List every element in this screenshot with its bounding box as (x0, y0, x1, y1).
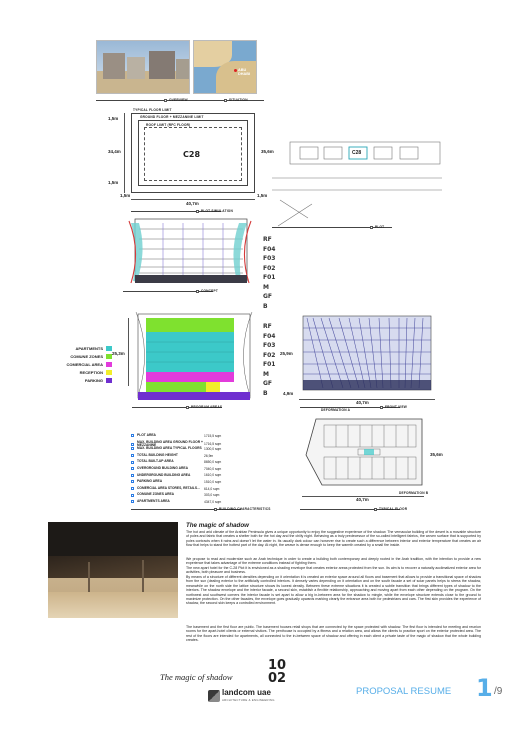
dim-front-width: 40,7m (356, 400, 369, 405)
plot-caption: PLOT (370, 225, 384, 229)
characteristic-value: 7040,0 sqm (204, 466, 222, 471)
floor-label: GF (263, 380, 273, 387)
context-plot-code: C28 (352, 150, 362, 156)
bullet-icon (131, 500, 134, 503)
characteristic-label: PLOT AREA (137, 433, 156, 437)
building-characteristics-caption: BUILDING CHARACTERISTICS (214, 507, 271, 511)
characteristic-label: MAX. BUILDING AREA TYPICAL FLOORS (137, 446, 202, 451)
article-paragraph-1: The hot and arid climate of the Arabian Peninsula gives a unique opportunity to enjoy the suggestive experience of the shadow. The vernacular building of the desert is a movable structure of poles and fabric that creates a shelter both for the hot day and the chilly night. Behaving as a truly predecessor of the so-called intelligent fabrics, the woven surface that is supported by poles contracts when it rains and doesn't let the water in. Its usually dark colour can however rise to create such a difference between interior and exterior temperature that creates an air flow that helps to stand the hottest part of the day. At night, the weave is dense enough to keep the warmth created by a small fire inside. (186, 530, 481, 548)
characteristic-value: 303,0 sqm (204, 493, 220, 498)
page-number: 1 (476, 674, 493, 702)
characteristic-row (131, 480, 281, 483)
bullet-icon (131, 454, 134, 457)
floor-label: F01 (263, 361, 276, 368)
characteristic-row (131, 500, 281, 503)
brand-logo-mark (208, 690, 220, 702)
bullet-icon (131, 487, 134, 490)
situation-caption: SITUATION (224, 98, 248, 102)
floor-label: M (263, 283, 269, 291)
characteristic-row (131, 447, 281, 450)
characteristic-row (131, 460, 281, 463)
dim-depth-left: 34,4m (108, 149, 121, 154)
dim-plan-depth: 35,6m (430, 452, 443, 457)
brand-name: landcom uae (222, 688, 271, 697)
overview-caption: OVERVIEW (164, 98, 188, 102)
deformation-a-label: DEFORMATION A (321, 408, 351, 412)
dim-setback-bottom: 1,5m (108, 180, 119, 185)
legend-swatch (106, 378, 112, 383)
legend-item (70, 354, 112, 359)
floor-label: F02 (263, 264, 276, 272)
legend-item (80, 370, 112, 375)
bullet-icon (131, 434, 134, 437)
floor-label: F04 (263, 332, 276, 340)
dim-setback-right: 1,5m (257, 193, 268, 198)
bullet-icon (131, 467, 134, 470)
floor-label: F04 (263, 245, 276, 253)
characteristic-label: OVERGROUND BUILDING AREA (137, 466, 188, 470)
characteristic-label: COMERCIAL AREA STORES, RETAILS... (137, 485, 200, 490)
dim-height-left: 25,3m (112, 351, 125, 356)
floor-label: RF (263, 236, 272, 243)
characteristic-label: APARTMENTS AREA (137, 499, 170, 503)
characteristic-label: UNDERGROUND BUILDING AREA (137, 472, 191, 477)
characteristic-label: COMUNE ZONES AREA (137, 492, 175, 497)
typical-floor-caption: TYPICAL FLOOR (374, 507, 407, 511)
dim-height-right: 25,9m (280, 351, 293, 356)
front-view-caption: FRONT VIEW (380, 405, 407, 409)
characteristic-value: 1300,0 sqm (204, 446, 222, 451)
characteristic-label: PARKING AREA (137, 479, 163, 484)
article-heading: The magic of shadow (186, 522, 249, 529)
characteristic-label: TOTAL BUILT-UP AREA (137, 459, 174, 464)
footer-code-bottom: 02 (268, 671, 287, 686)
characteristic-row (131, 493, 281, 496)
article-paragraph-2: We propose to read and modernize such an Arab technique in order to create a building both contemporary and deeply rooted in the Arab tradition, with the intention to provide a new experience that takes advantage of the extreme conditions instead of fighting them. (186, 557, 481, 566)
concept-caption: CONCEPT (196, 289, 218, 293)
legend-item (85, 378, 112, 383)
legend-swatch (106, 362, 112, 367)
program-areas-caption: PROGRAM AREAS (186, 405, 222, 409)
floor-label: F03 (263, 342, 276, 349)
roof-limit-label: ROOF LIMIT (RFC FLOOR) (146, 123, 191, 127)
footer-caption: The magic of shadow (160, 672, 233, 682)
floor-label: B (263, 302, 268, 310)
article-paragraph-5: The basement and the first floor are public. The basement houses retail shops that are connected by the space protected with shadow. The first floor is intended for meeting and reunion rooms for the apart-hotel clients or external visitors. The penthouse is occupied by a fitness and a relation area, and allows the clients to practice sport on the exterior protected area. The rest of the floors are intended for apartments, all connected to the in-between space of shadow and offering in each client a private taste of the magic of shadow that the whole building creates. (186, 625, 481, 643)
deformation-b-label: DEFORMATION B (399, 491, 429, 495)
bullet-icon (131, 443, 134, 446)
legend-label: PARKING (84, 378, 103, 383)
bullet-icon (131, 480, 134, 483)
program-section (132, 308, 256, 400)
typical-floor-plan (302, 415, 424, 489)
characteristic-value: 1610,0 sqm (204, 473, 222, 478)
floor-label: B (263, 389, 268, 397)
bullet-icon (131, 474, 134, 477)
floor-label: M (263, 370, 269, 378)
legend-label: COMERCIAL AREA (66, 362, 103, 367)
bullet-icon (131, 461, 134, 464)
front-view (299, 312, 435, 394)
characteristic-row (131, 454, 281, 457)
ground-floor-limit-label: GROUND FLOOR + MEZZANINE LIMIT (140, 115, 204, 119)
typical-floor-limit-label: TYPICAL FLOOR LIMIT (133, 108, 172, 112)
legend-swatch (106, 370, 112, 375)
floor-label: F02 (263, 351, 276, 359)
floor-label: F03 (263, 255, 276, 262)
overview-photo (96, 40, 190, 94)
characteristic-label: TOTAL BUILDING HEIGHT (137, 452, 178, 457)
map-place-label: ABU DHABI (238, 68, 251, 76)
characteristic-row (131, 434, 281, 437)
dim-plan-width: 40,7m (356, 497, 369, 502)
floor-label: GF (263, 293, 273, 300)
concept-section (123, 215, 263, 287)
bullet-icon (131, 447, 134, 450)
dim-setback-top: 1,5m (108, 116, 119, 121)
characteristic-value: 1715,5 sqm (204, 433, 222, 438)
dim-setback-left: 1,5m (120, 193, 131, 198)
plot-code: C28 (183, 150, 201, 159)
characteristic-value: 26,9m (204, 453, 214, 458)
characteristic-row (131, 467, 281, 470)
characteristic-value: 1510,0 sqm (204, 479, 222, 484)
brand-subtitle: ARCHITECTURE & ENGINEERING (222, 698, 275, 702)
bullet-icon (131, 494, 134, 497)
characteristic-value: 1716,5 sqm (204, 442, 222, 446)
dim-width: 40,7m (186, 201, 199, 206)
legend-label: COMUNE ZONES (70, 354, 103, 359)
legend-item (76, 346, 112, 351)
dim-base-height: 4,9m (283, 391, 294, 396)
article-paragraph-4: By means of a structure of different densities depending on it orientation it is created an exterior space around all floors and basement that allows to provide a transitional space of shadow from the sun (dealing exterior to the artificially controlled interiors. It densely varies depending on it orientation and on the south facade a set of solar panels helps to stress the shadow, meanwhile on the north side the lattice structure shows its lowest density. Between these extreme situations it is created a subtle transition that brings different types of shadow to the interiors. The shadow envelope and the interior facade, a second skin, establish a flexible relationship, approaching and moving apart from each other depending on the program. On the northwest and southwest corners the interior facade is set apart to allow a big in-between area for the shadow to mingle, while the envelope structure extends close to the ground to maximize protection. On the other facades, the envelope goes gradually upwards marking clearly the entrance area both for pedestrians and cars. The first skin provides the experience of shadow, the second skin keeps a controlled environment. (186, 575, 481, 606)
proposal-resume-label: PROPOSAL RESUME (356, 686, 452, 697)
characteristic-row (131, 474, 281, 477)
context-plan (272, 120, 452, 230)
page-total: /9 (494, 686, 503, 697)
situation-map (193, 40, 257, 94)
characteristic-value: 4347,0 sqm (204, 499, 222, 504)
tent-photo (48, 522, 178, 618)
characteristic-label: MAX. BUILDING AREA GROUND FLOOR + MEZZANINE (137, 439, 203, 447)
article-paragraph-3: The new apart hotel for the C-28 Plot it is envisioned as a shading envelope that creates exterior areas protected from the sun. Its aim is to recover a naturally acclimatized exterior area for activities, both pleasure and business. (186, 566, 481, 575)
plot-simulation-caption: PLOT SIMULATION (196, 209, 233, 213)
floor-label: F01 (263, 274, 276, 281)
footer-code-top: 10 (268, 658, 287, 673)
characteristic-row (131, 487, 281, 490)
legend-label: RECEPTION (79, 370, 103, 375)
dim-depth-right: 35,6m (261, 149, 274, 154)
legend-label: APARTMENTS (75, 346, 103, 351)
characteristic-value: 8650,0 sqm (204, 460, 222, 465)
floor-label: RF (263, 323, 272, 330)
legend-item (67, 362, 112, 367)
characteristic-value: 614,0 sqm (204, 486, 220, 491)
